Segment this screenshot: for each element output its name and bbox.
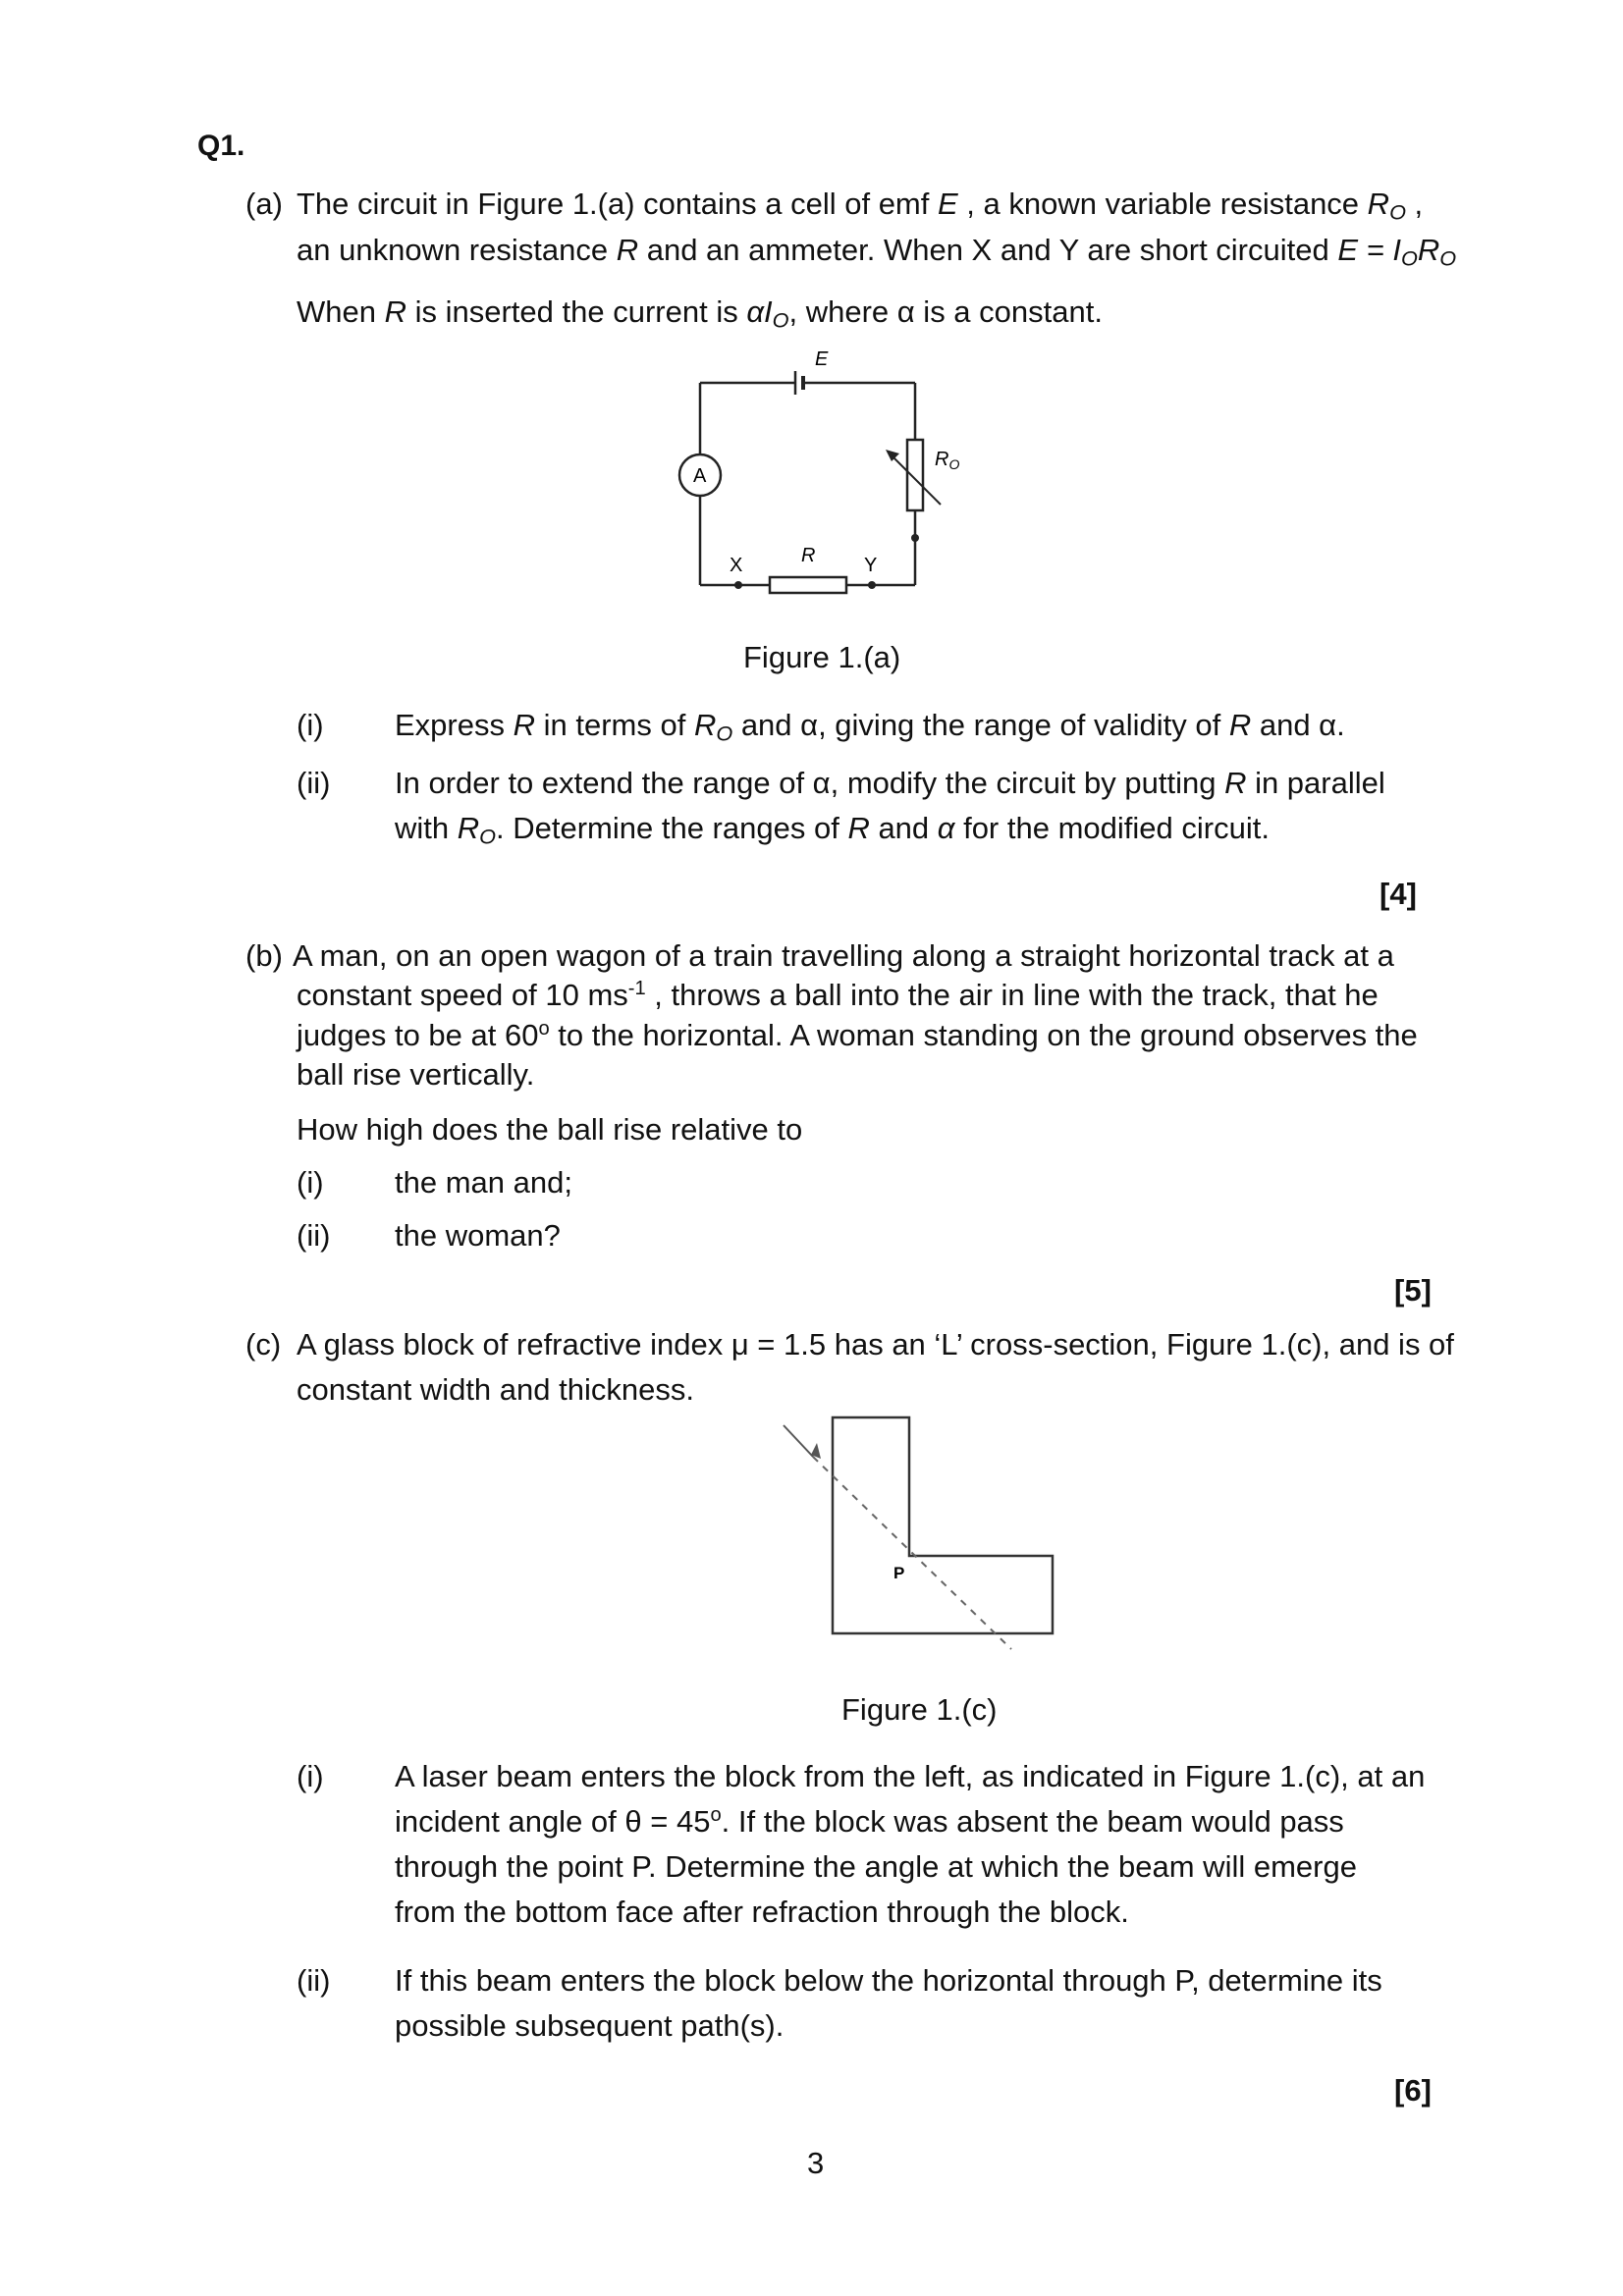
question-title: Q1.	[197, 130, 245, 162]
part-a-sub-i-text: Express R in terms of $R_O$ and α, giving the range of validity of R and α.	[395, 708, 1345, 746]
point-p-label: P	[893, 1564, 905, 1582]
part-b-sub-i-label: (i)	[297, 1165, 324, 1200]
circuit-diagram	[668, 344, 962, 599]
part-a-line-3: When R is inserted the current is $\alpha I_O$, where α is a constant.	[297, 294, 1103, 333]
part-b-line-3: judges to be at 60$^o$ to the horizontal. A woman standing on the ground observes the	[297, 1018, 1418, 1053]
variable-arrow-head	[886, 450, 899, 461]
page-number: 3	[807, 2146, 825, 2180]
variable-resistor	[907, 440, 923, 510]
part-b-sub-ii-text: the woman?	[395, 1218, 561, 1253]
node-dot-right	[911, 534, 919, 542]
part-b-line-4: ball rise vertically.	[297, 1057, 535, 1092]
part-a-sub-ii-line-1: In order to extend the range of α, modify the circuit by putting R in parallel	[395, 766, 1385, 800]
part-a-sub-i-label: (i)	[297, 708, 324, 742]
terminal-y-dot	[868, 581, 876, 589]
part-a-sub-ii-line-2: with $R_O$. Determine the ranges of R and α for the modified circuit.	[395, 811, 1270, 849]
part-b-sub-i-text: the man and;	[395, 1165, 572, 1200]
part-a-marks: [4]	[1380, 877, 1417, 911]
part-c-sub-ii-label: (ii)	[297, 1963, 331, 1998]
part-c-sub-i-line-4: from the bottom face after refraction through the block.	[395, 1895, 1129, 1929]
figure-1a-caption: Figure 1.(a)	[743, 640, 901, 674]
part-c-sub-ii-line-2: possible subsequent path(s).	[395, 2008, 784, 2043]
resistor-label: R	[801, 545, 816, 566]
l-block-diagram	[766, 1404, 1060, 1669]
part-b-sub-ii-label: (ii)	[297, 1218, 331, 1253]
part-a-sub-ii-label: (ii)	[297, 766, 331, 800]
part-b-line-1: A man, on an open wagon of a train travelling along a straight horizontal track at a	[293, 938, 1394, 973]
part-c-sub-ii-line-1: If this beam enters the block below the horizontal through P, determine its	[395, 1963, 1382, 1998]
part-b-line-5: How high does the ball rise relative to	[297, 1112, 803, 1147]
part-c-label: (c)	[245, 1327, 282, 1362]
part-b-marks: [5]	[1394, 1273, 1432, 1308]
part-b-label: (b)	[245, 938, 283, 973]
resistor-r	[770, 577, 846, 593]
figure-1c-caption: Figure 1.(c)	[841, 1692, 998, 1727]
part-a-line-2: an unknown resistance R and an ammeter. When X and Y are short circuited $E = I_OR_O$	[297, 233, 1457, 271]
part-c-sub-i-line-1: A laser beam enters the block from the left, as indicated in Figure 1.(c), at an	[395, 1759, 1426, 1793]
terminal-y-label: Y	[864, 555, 878, 576]
part-c-marks: [6]	[1394, 2073, 1432, 2108]
part-c-sub-i-label: (i)	[297, 1759, 324, 1793]
variable-resistor-label: $R_O$	[935, 449, 960, 472]
part-c-sub-i-line-3: through the point P. Determine the angle at which the beam will emerge	[395, 1849, 1357, 1884]
part-b-line-2: constant speed of 10 $ms^{-1}$ , throws a ball into the air in line with the track, that he	[297, 978, 1379, 1013]
part-c-sub-i-line-2: incident angle of $\theta = 45^o$. If the block was absent the beam would pass	[395, 1804, 1344, 1840]
glass-block-outline	[833, 1417, 1053, 1633]
part-a-label: (a)	[245, 187, 283, 221]
part-c-line-2: constant width and thickness.	[297, 1372, 694, 1407]
part-c-line-1: A glass block of refractive index μ = 1.5 has an ‘L’ cross-section, Figure 1.(c), and is of	[297, 1327, 1454, 1362]
terminal-x-dot	[734, 581, 742, 589]
part-a-line-1: The circuit in Figure 1.(a) contains a cell of emf E , a known variable resistance $R_O$ ,	[297, 187, 1424, 225]
laser-beam-incident	[784, 1425, 813, 1457]
cell-label: E	[815, 348, 829, 370]
terminal-x-label: X	[730, 555, 743, 576]
ammeter-label: A	[693, 465, 707, 487]
